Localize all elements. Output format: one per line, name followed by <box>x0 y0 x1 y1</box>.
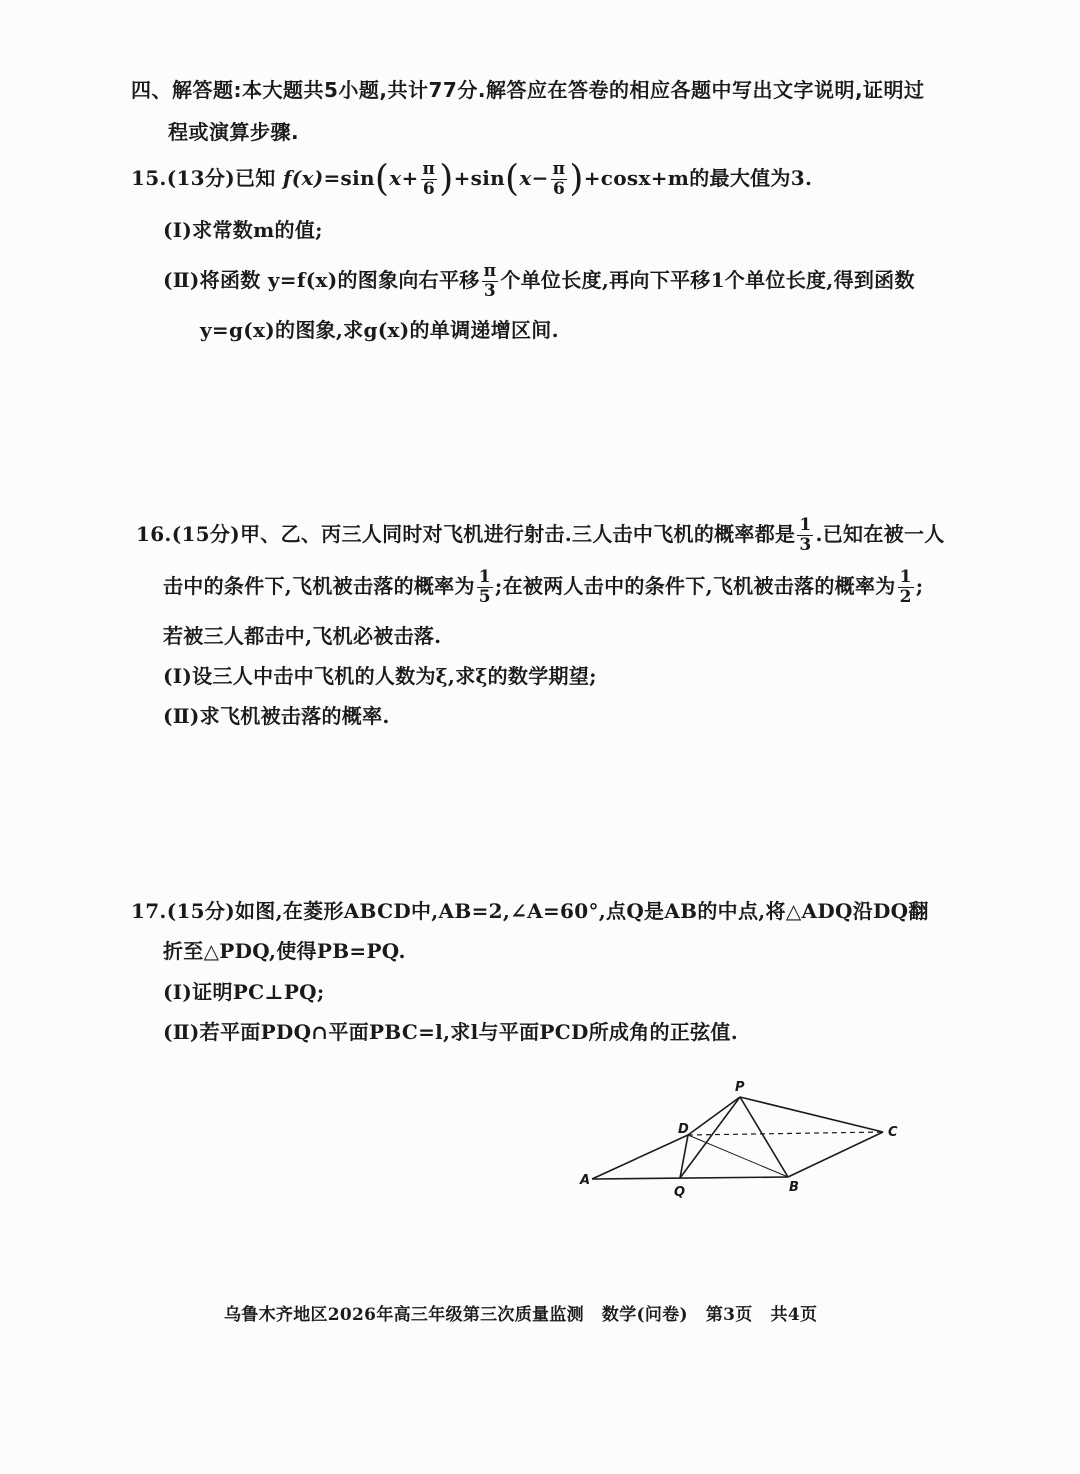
section-header-line1: 四、解答题:本大题共5小题,共计77分.解答应在答卷的相应各题中写出文字说明,证明过 <box>131 78 925 102</box>
total-pages: 共4页 <box>770 1305 818 1325</box>
label-C: C <box>888 1125 898 1140</box>
question-15-part1: (Ⅰ)求常数m的值; <box>163 218 323 242</box>
exam-title: 乌鲁木齐地区2026年高三年级第三次质量监测 <box>224 1305 584 1325</box>
question-15-part2-cont: y=g(x)的图象,求g(x)的单调递增区间. <box>200 318 559 342</box>
edge-PB <box>740 1097 788 1177</box>
label-P: P <box>735 1080 745 1095</box>
label-Q: Q <box>674 1185 686 1200</box>
question-17-line2: 折至△PDQ,使得PB=PQ. <box>163 939 406 963</box>
question-17-part1: (Ⅰ)证明PC⊥PQ; <box>163 980 325 1004</box>
question-points: (13分) <box>166 166 235 190</box>
fraction-pi-over-6: $\frac{\pi}{6}$ <box>422 159 436 199</box>
question-number: 16. <box>136 522 172 546</box>
edge-BC <box>788 1132 883 1177</box>
page-footer <box>224 1300 835 1325</box>
question-15-part2: (Ⅱ)将函数 y=f(x)的图象向右平移 $\frac{\pi}{3}$ 个单位长度,再向下平移1个单位长度,得到函数 <box>163 261 915 301</box>
fraction-one-third: $\frac{1}{3}$ <box>799 515 812 555</box>
fraction-pi-over-3: $\frac{\pi}{3}$ <box>483 261 497 301</box>
question-16-part2: (Ⅱ)求飞机被击落的概率. <box>163 704 390 728</box>
edge-AB <box>592 1177 788 1179</box>
question-16-line2: 击中的条件下,飞机被击落的概率为 $\frac{1}{5}$ ;在被两人击中的条件下,飞机被击落的概率为 $\frac{1}{2}$ ; <box>163 567 924 607</box>
question-17-stem: 17.(15分)如图,在菱形ABCD中,AB=2,∠A=60°,点Q是AB的中点,将△ADQ沿DQ翻 <box>131 899 929 923</box>
rhombus-fold-figure <box>570 1075 910 1205</box>
fraction-one-fifth: $\frac{1}{5}$ <box>478 567 491 607</box>
page-number: 第3页 <box>705 1305 753 1325</box>
question-points: (15分) <box>166 899 235 923</box>
question-16-line3: 若被三人都击中,飞机必被击落. <box>163 624 442 648</box>
question-16-part1: (Ⅰ)设三人中击中飞机的人数为ξ,求ξ的数学期望; <box>163 664 597 688</box>
section-header-line2: 程或演算步骤. <box>168 120 300 144</box>
question-16-stem: 16.(15分)甲、乙、丙三人同时对飞机进行射击.三人击中飞机的概率都是 $\frac{1}{3}$ .已知在被一人 <box>136 515 945 555</box>
edge-PQ <box>680 1097 740 1178</box>
label-A: A <box>580 1173 591 1188</box>
function-name: f(x) <box>282 166 324 190</box>
label-B: B <box>789 1180 799 1195</box>
fraction-one-half: $\frac{1}{2}$ <box>899 567 912 607</box>
edge-PC <box>740 1097 883 1132</box>
subject-label: 数学(问卷) <box>601 1305 688 1325</box>
edge-AD <box>592 1135 688 1179</box>
question-points: (15分) <box>171 522 240 546</box>
question-17-part2: (Ⅱ)若平面PDQ∩平面PBC=l,求l与平面PCD所成角的正弦值. <box>163 1020 738 1044</box>
question-15-stem: 15.(13分)已知 f(x)=sin(x+ $\frac{\pi}{6}$ )+sin(x− $\frac{\pi}{6}$ )+cosx+m的最大值为3. <box>131 158 813 200</box>
segment-DB <box>688 1135 788 1177</box>
question-number: 17. <box>131 899 167 923</box>
fraction-pi-over-6: $\frac{\pi}{6}$ <box>552 159 566 199</box>
label-D: D <box>678 1122 689 1137</box>
edge-PD <box>688 1097 740 1135</box>
edge-DC-hidden <box>688 1132 883 1135</box>
question-number: 15. <box>131 166 167 190</box>
